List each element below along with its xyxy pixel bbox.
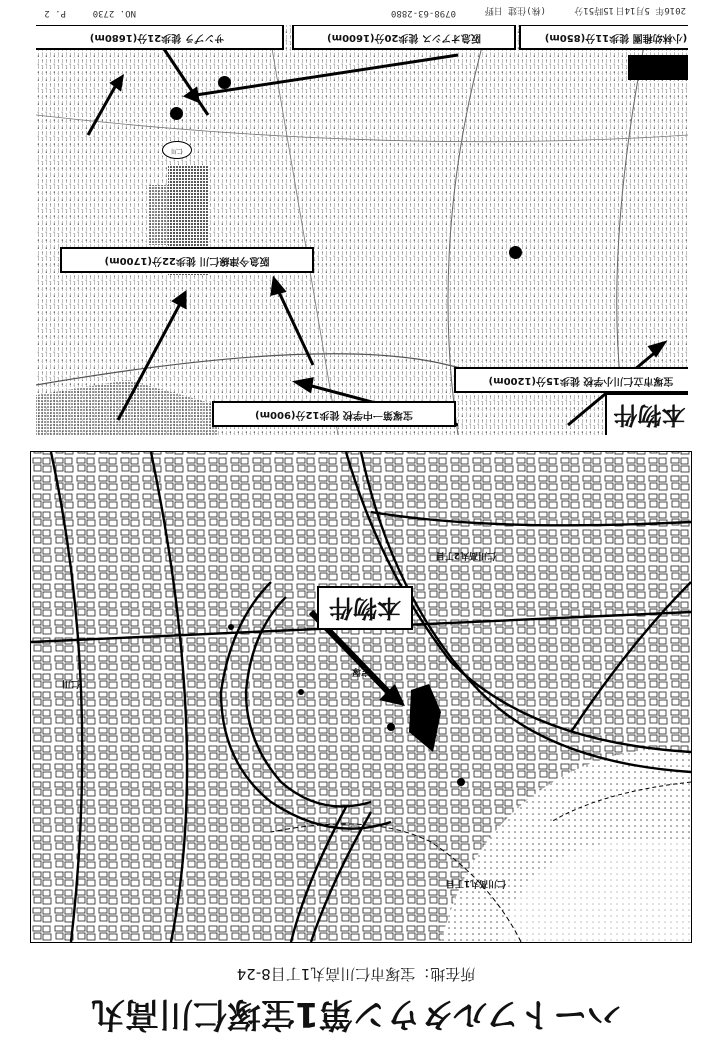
place-label-takamaru2: 仁川高丸2丁目 (435, 550, 497, 560)
callout-kindergarten: (小林幼稚園 徒歩11分(850m) (519, 25, 688, 50)
callout-sunplaza: サンプラ 徒歩21分(1680m) (36, 25, 284, 50)
callout-station: 阪急今津線仁川 徒歩22分(1700m) (60, 247, 314, 273)
station-ring-mark: 仁川 (162, 141, 192, 159)
sunplaza-dot (218, 76, 231, 89)
place-label-nigawa: 仁川 (62, 678, 81, 688)
fax-page-no: NO. 2730 (92, 8, 136, 18)
area-map (36, 25, 688, 435)
fax-sender: (株)住建 日野 (484, 5, 546, 15)
callout-hankyu-oasis: 阪急オアシス 徒歩20分(1600m) (292, 25, 516, 50)
callout-elementary: 宝塚市立仁川小学校 徒歩15分(1200m) (454, 367, 688, 393)
fax-header (16, 4, 696, 20)
fax-number: 0798-63-2880 (390, 8, 456, 18)
property-title: ハートフルタウン第1宝塚仁川高丸 (91, 994, 621, 1034)
property-location-dot (509, 246, 522, 259)
place-label-takarazuka: 宝塚 (352, 666, 371, 676)
fax-page: P. 2 (44, 8, 66, 18)
detail-map-drawing (31, 452, 691, 942)
detail-map (30, 451, 692, 943)
callout-junior-high: 宝塚第一中学校 徒歩12分(900m) (212, 401, 456, 427)
station-dot (170, 107, 183, 120)
property-address: 所在地：宝塚市仁川高丸1丁目8-24 (236, 965, 476, 983)
detail-property-badge: 本物件 (317, 586, 413, 630)
fax-time: 15時51分 (574, 5, 614, 15)
place-label-takamaru1: 仁川高丸1丁目 (445, 878, 507, 888)
area-property-badge: 本物件 (605, 393, 688, 435)
fax-date: 2016年 5月14日 (615, 5, 686, 15)
